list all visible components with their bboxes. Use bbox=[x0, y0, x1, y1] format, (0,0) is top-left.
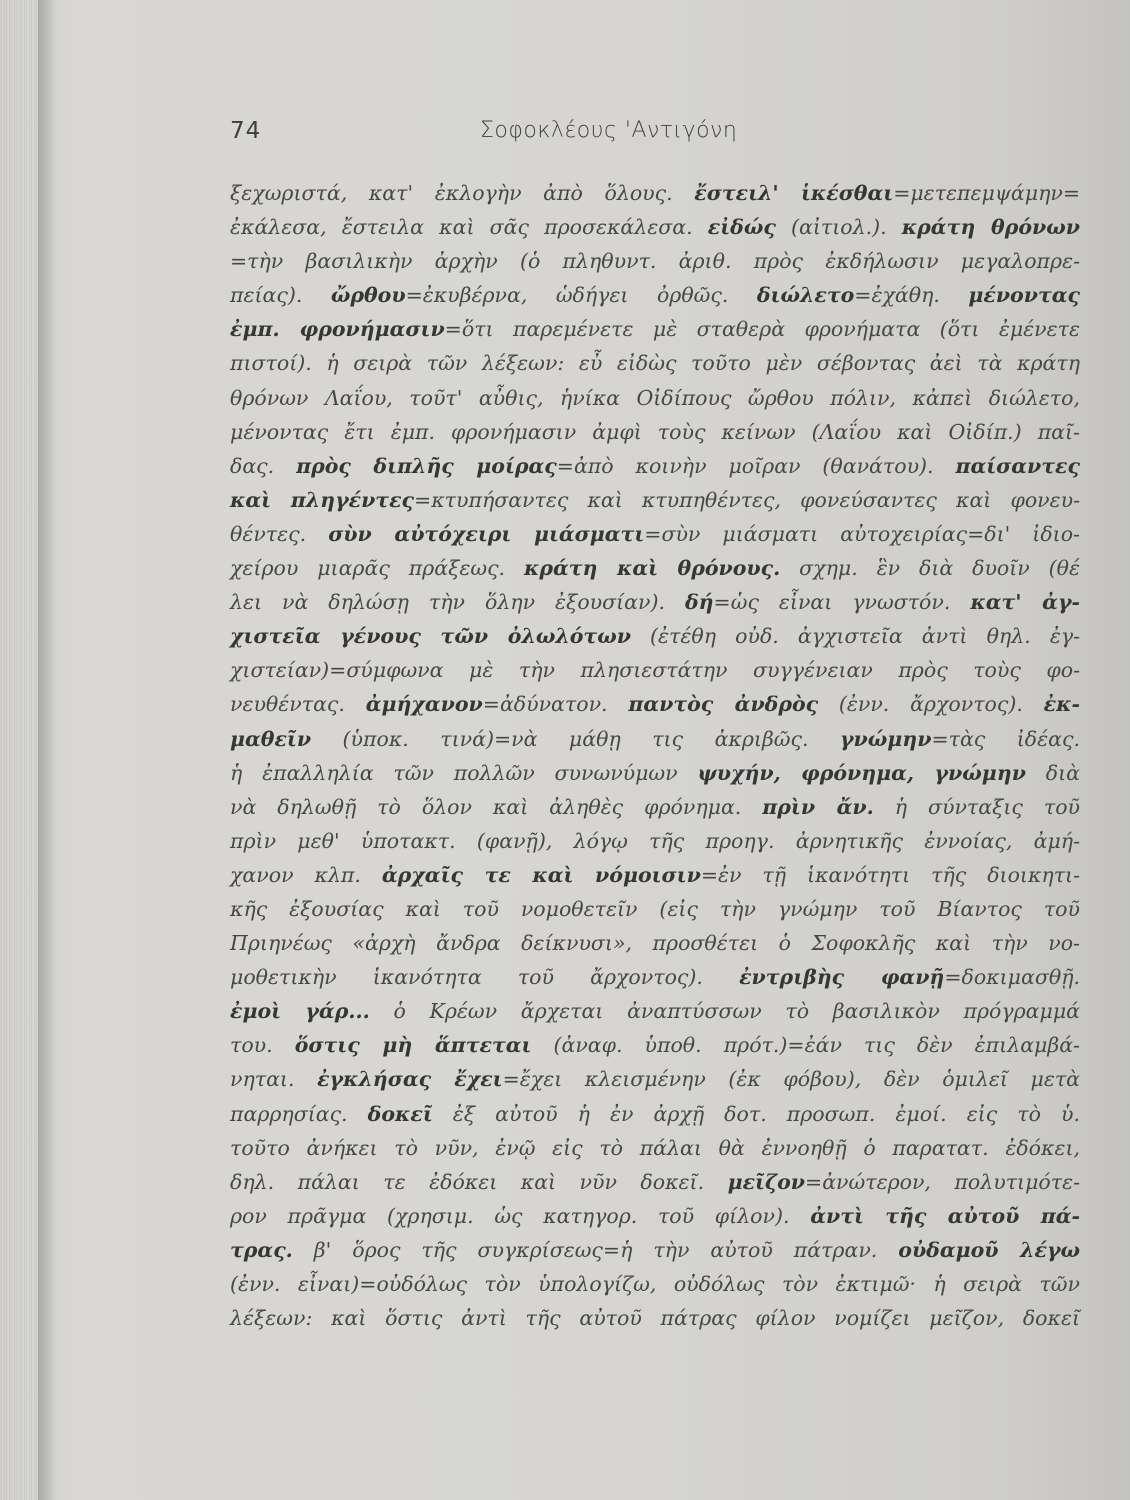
lemma-term: ἐντριβὴς φανῇ bbox=[739, 965, 945, 990]
gloss-text: τοῦτο ἀνήκει τὸ νῦν, ἐνῷ εἰς τὸ πάλαι θὰ ἐννοηθῇ ὁ παρατατ. ἐδόκει, bbox=[230, 1135, 1080, 1160]
lemma-term: παίσαντες bbox=[955, 453, 1081, 478]
gloss-text: θέντες. bbox=[230, 521, 329, 546]
text-line bbox=[230, 381, 1080, 415]
text-line bbox=[230, 585, 1080, 619]
gloss-text: =ὅτι παρεμένετε μὲ σταθερὰ φρονήματα (ὅτι ἐμένετε bbox=[444, 317, 1080, 342]
text-line bbox=[230, 346, 1080, 380]
text-line bbox=[230, 1062, 1080, 1096]
text-line bbox=[230, 1267, 1080, 1301]
text-line bbox=[230, 994, 1080, 1028]
text-line bbox=[230, 1131, 1080, 1165]
gloss-text: (ὑποκ. τινά)=νὰ μάθῃ τις ἀκριβῶς. bbox=[311, 726, 841, 751]
lemma-term: δοκεῖ bbox=[367, 1101, 433, 1126]
gloss-text: =κτυπήσαντες καὶ κτυπηθέντες, φονεύσαντες καὶ φονευ- bbox=[414, 487, 1081, 512]
running-title: Σοφοκλέους 'Αντιγόνη bbox=[480, 118, 738, 143]
lemma-term: καὶ πληγέντες bbox=[230, 487, 415, 512]
lemma-term: εἰδώς bbox=[707, 215, 776, 240]
text-line bbox=[230, 244, 1080, 278]
text-line bbox=[230, 653, 1080, 687]
text-line bbox=[230, 824, 1080, 858]
text-line bbox=[230, 687, 1080, 721]
gloss-text: =ἐχάθη. bbox=[854, 283, 969, 308]
lemma-term: παντὸς ἀνδρὸς bbox=[628, 692, 819, 717]
gloss-text: λει νὰ δηλώσῃ τὴν ὅλην ἐξουσίαν). bbox=[230, 590, 685, 615]
text-line bbox=[230, 858, 1080, 892]
gloss-text: =ἀπὸ κοινὴν μοῖραν (θανάτου). bbox=[556, 453, 956, 478]
lemma-term: ὅστις μὴ ἅπτεται bbox=[294, 1033, 532, 1058]
lemma-term: τρας. bbox=[230, 1237, 293, 1262]
text-line bbox=[230, 960, 1080, 994]
gloss-text: =ἀνώτερον, πολυτιμότε- bbox=[805, 1169, 1081, 1194]
page-stack-edge bbox=[0, 0, 38, 1500]
lemma-term: κράτη θρόνων bbox=[901, 215, 1080, 240]
text-line bbox=[230, 1301, 1080, 1335]
lemma-term: κατ' ἀγ- bbox=[970, 590, 1080, 615]
lemma-term: διώλετο bbox=[756, 283, 855, 308]
lemma-term: μαθεῖν bbox=[230, 726, 312, 751]
text-line bbox=[230, 619, 1080, 653]
running-header bbox=[230, 118, 1110, 158]
lemma-term: γνώμην bbox=[840, 726, 932, 751]
gloss-text: (ἐνν. ἄρχοντος). bbox=[818, 692, 1044, 717]
commentary-text bbox=[230, 176, 1080, 1335]
gloss-text: ἡ ἐπαλληλία τῶν πολλῶν συνωνύμων bbox=[230, 760, 698, 785]
gloss-text: χιστείαν)=σύμφωνα μὲ τὴν πλησιεστάτην συγγένειαν πρὸς τοὺς φο- bbox=[230, 658, 1080, 683]
lemma-term: δή bbox=[684, 590, 714, 615]
gloss-text: ὁ Κρέων ἄρχεται ἀναπτύσσων τὸ βασιλικὸν πρόγραμμά bbox=[369, 999, 1080, 1024]
gloss-text: (ἀναφ. ὑποθ. πρότ.)=ἐάν τις δὲν ἐπιλαμβά- bbox=[531, 1033, 1080, 1058]
gloss-text: (ἐνν. εἶναι)=οὐδόλως τὸν ὑπολογίζω, οὐδόλως τὸν ἐκτιμῶ· ἡ σειρὰ τῶν bbox=[230, 1272, 1080, 1296]
lemma-term: ἐμοὶ γάρ... bbox=[230, 999, 370, 1024]
text-line bbox=[230, 312, 1080, 346]
gloss-text: β' ὅρος τῆς συγκρίσεως=ἡ τὴν αὐτοῦ πάτραν. bbox=[292, 1237, 899, 1262]
text-line bbox=[230, 278, 1080, 312]
gutter-shadow bbox=[38, 0, 56, 1500]
gloss-text: νευθέντας. bbox=[230, 692, 366, 717]
gloss-text: =σὺν μιάσματι αὐτοχειρίας=δι' ἰδιο- bbox=[644, 521, 1080, 546]
gloss-text: πείας). bbox=[230, 283, 331, 308]
lemma-term: κράτη καὶ θρόνους. bbox=[523, 556, 781, 581]
text-line bbox=[230, 517, 1080, 551]
gloss-text: =τὰς ἰδέας. bbox=[931, 726, 1080, 751]
text-line bbox=[230, 551, 1080, 585]
gloss-text: μοθετικὴν ἱκανότητα τοῦ ἄρχοντος). bbox=[230, 965, 740, 990]
gloss-text: ἐκάλεσα, ἔστειλα καὶ σᾶς προσεκάλεσα. bbox=[230, 215, 708, 240]
gloss-text: δηλ. πάλαι τε ἐδόκει καὶ νῦν δοκεῖ. bbox=[230, 1169, 728, 1194]
text-line bbox=[230, 926, 1080, 960]
gloss-text: θρόνων Λαΐου, τοῦτ' αὖθις, ἡνίκα Οἰδίπους ὤρθου πόλιν, κἀπεὶ διώλετο, bbox=[230, 385, 1080, 410]
text-line bbox=[230, 415, 1080, 449]
gloss-text: χείρου μιαρᾶς πράξεως. bbox=[230, 556, 524, 581]
gloss-text: χανον κλπ. bbox=[230, 862, 382, 887]
gloss-text: =ἐν τῇ ἱκανότητι τῆς διοικητι- bbox=[700, 862, 1080, 887]
gloss-text: ξεχωριστά, κατ' ἐκλογὴν ἀπὸ ὅλους. bbox=[230, 181, 695, 205]
text-line bbox=[230, 449, 1080, 483]
gloss-text: διὰ bbox=[1025, 760, 1080, 785]
lemma-term: ἐγκλήσας ἔχει bbox=[317, 1067, 503, 1092]
lemma-term: μένοντας bbox=[968, 283, 1080, 308]
gloss-text: =τὴν βασιλικὴν ἀρχὴν (ὁ πληθυντ. ἀριθ. πρὸς ἐκδήλωσιν μεγαλοπρε- bbox=[230, 249, 1080, 274]
gloss-text: δας. bbox=[230, 453, 297, 478]
text-line bbox=[230, 722, 1080, 756]
lemma-term: ἀμήχανον bbox=[365, 692, 483, 717]
text-line bbox=[230, 210, 1080, 244]
gloss-text: =δοκιμασθῇ. bbox=[944, 965, 1080, 990]
gloss-text: κῆς ἐξουσίας καὶ τοῦ νομοθετεῖν (εἰς τὴν γνώμην τοῦ Βίαντος τοῦ bbox=[230, 896, 1080, 921]
gloss-text: =ἔχει κλεισμένην (ἐκ φόβου), δὲν ὁμιλεῖ μετὰ bbox=[502, 1067, 1080, 1092]
text-line bbox=[230, 1028, 1080, 1062]
text-line bbox=[230, 483, 1080, 517]
text-line bbox=[230, 892, 1080, 926]
gloss-text: νηται. bbox=[230, 1067, 318, 1092]
gloss-text: ἐξ αὐτοῦ ἡ ἐν ἀρχῇ δοτ. προσωπ. ἐμοί. εἰς τὸ ὑ. bbox=[432, 1101, 1080, 1126]
gloss-text: του. bbox=[230, 1033, 295, 1058]
gloss-text: μένοντας ἔτι ἐμπ. φρονήμασιν ἀμφὶ τοὺς κείνων (Λαΐου καὶ Οἰδίπ.) παῖ- bbox=[230, 419, 1080, 444]
gloss-text: =ἀδύνατον. bbox=[482, 692, 629, 717]
gloss-text: λέξεων: καὶ ὅστις ἀντὶ τῆς αὐτοῦ πάτρας φίλον νομίζει μεῖζον, δοκεῖ bbox=[230, 1306, 1080, 1331]
gloss-text: νὰ δηλωθῇ τὸ ὅλον καὶ ἀληθὲς φρόνημα. bbox=[230, 794, 763, 819]
gloss-text: παρρησίας. bbox=[230, 1101, 368, 1126]
lemma-term: οὐδαμοῦ λέγω bbox=[898, 1237, 1080, 1262]
text-line bbox=[230, 1199, 1080, 1233]
gloss-text: ρον πρᾶγμα (χρησιμ. ὡς κατηγορ. τοῦ φίλον). bbox=[230, 1203, 811, 1228]
text-line bbox=[230, 1165, 1080, 1199]
lemma-term: ἐκ- bbox=[1043, 692, 1080, 717]
lemma-term: ἔστειλ' ἱκέσθαι bbox=[694, 181, 894, 205]
text-line bbox=[230, 756, 1080, 790]
lemma-term: σὺν αὐτόχειρι μιάσματι bbox=[328, 521, 645, 546]
gloss-text: =μετεπεμψάμην= bbox=[893, 181, 1080, 205]
gloss-text: ἡ σύνταξις τοῦ bbox=[873, 794, 1081, 819]
lemma-term: μεῖζον bbox=[727, 1169, 806, 1194]
page-number: 74 bbox=[230, 118, 262, 144]
gloss-text: πιστοί). ἡ σειρὰ τῶν λέξεων: εὖ εἰδὼς τοῦτο μὲν σέβοντας ἀεὶ τὰ κράτη bbox=[230, 351, 1080, 376]
gloss-text: =ὡς εἶναι γνωστόν. bbox=[713, 590, 971, 615]
gloss-text: Πριηνέως «ἀρχὴ ἄνδρα δείκνυσι», προσθέτει ὁ Σοφοκλῆς καὶ τὴν νο- bbox=[230, 931, 1080, 956]
lemma-term: πρὸς διπλῆς μοίρας bbox=[296, 453, 557, 478]
lemma-term: χιστεῖα γένους τῶν ὀλωλότων bbox=[230, 624, 631, 649]
lemma-term: ψυχήν, φρόνημα, γνώμην bbox=[697, 760, 1026, 785]
gloss-text: σχημ. ἓν διὰ δυοῖν (θέ bbox=[780, 556, 1080, 581]
lemma-term: πρὶν ἄν. bbox=[762, 794, 874, 819]
text-line bbox=[230, 1097, 1080, 1131]
text-line bbox=[230, 1233, 1080, 1267]
text-line bbox=[230, 176, 1080, 210]
gloss-text: (ἐτέθη οὐδ. ἀγχιστεῖα ἀντὶ θηλ. ἐγ- bbox=[630, 624, 1080, 649]
lemma-term: ἐμπ. φρονήμασιν bbox=[230, 317, 445, 342]
lemma-term: ἀντὶ τῆς αὐτοῦ πά- bbox=[810, 1203, 1080, 1228]
gloss-text: πρὶν μεθ' ὑποτακτ. (φανῇ), λόγῳ τῆς προηγ. ἀρνητικῆς ἐννοίας, ἀμή- bbox=[230, 828, 1080, 853]
gloss-text: =ἐκυβέρνα, ὡδήγει ὀρθῶς. bbox=[405, 283, 757, 308]
lemma-term: ὤρθου bbox=[330, 283, 406, 308]
lemma-term: ἀρχαῖς τε καὶ νόμοισιν bbox=[381, 862, 701, 887]
gloss-text: (αἰτιολ.). bbox=[775, 215, 902, 240]
text-line bbox=[230, 790, 1080, 824]
